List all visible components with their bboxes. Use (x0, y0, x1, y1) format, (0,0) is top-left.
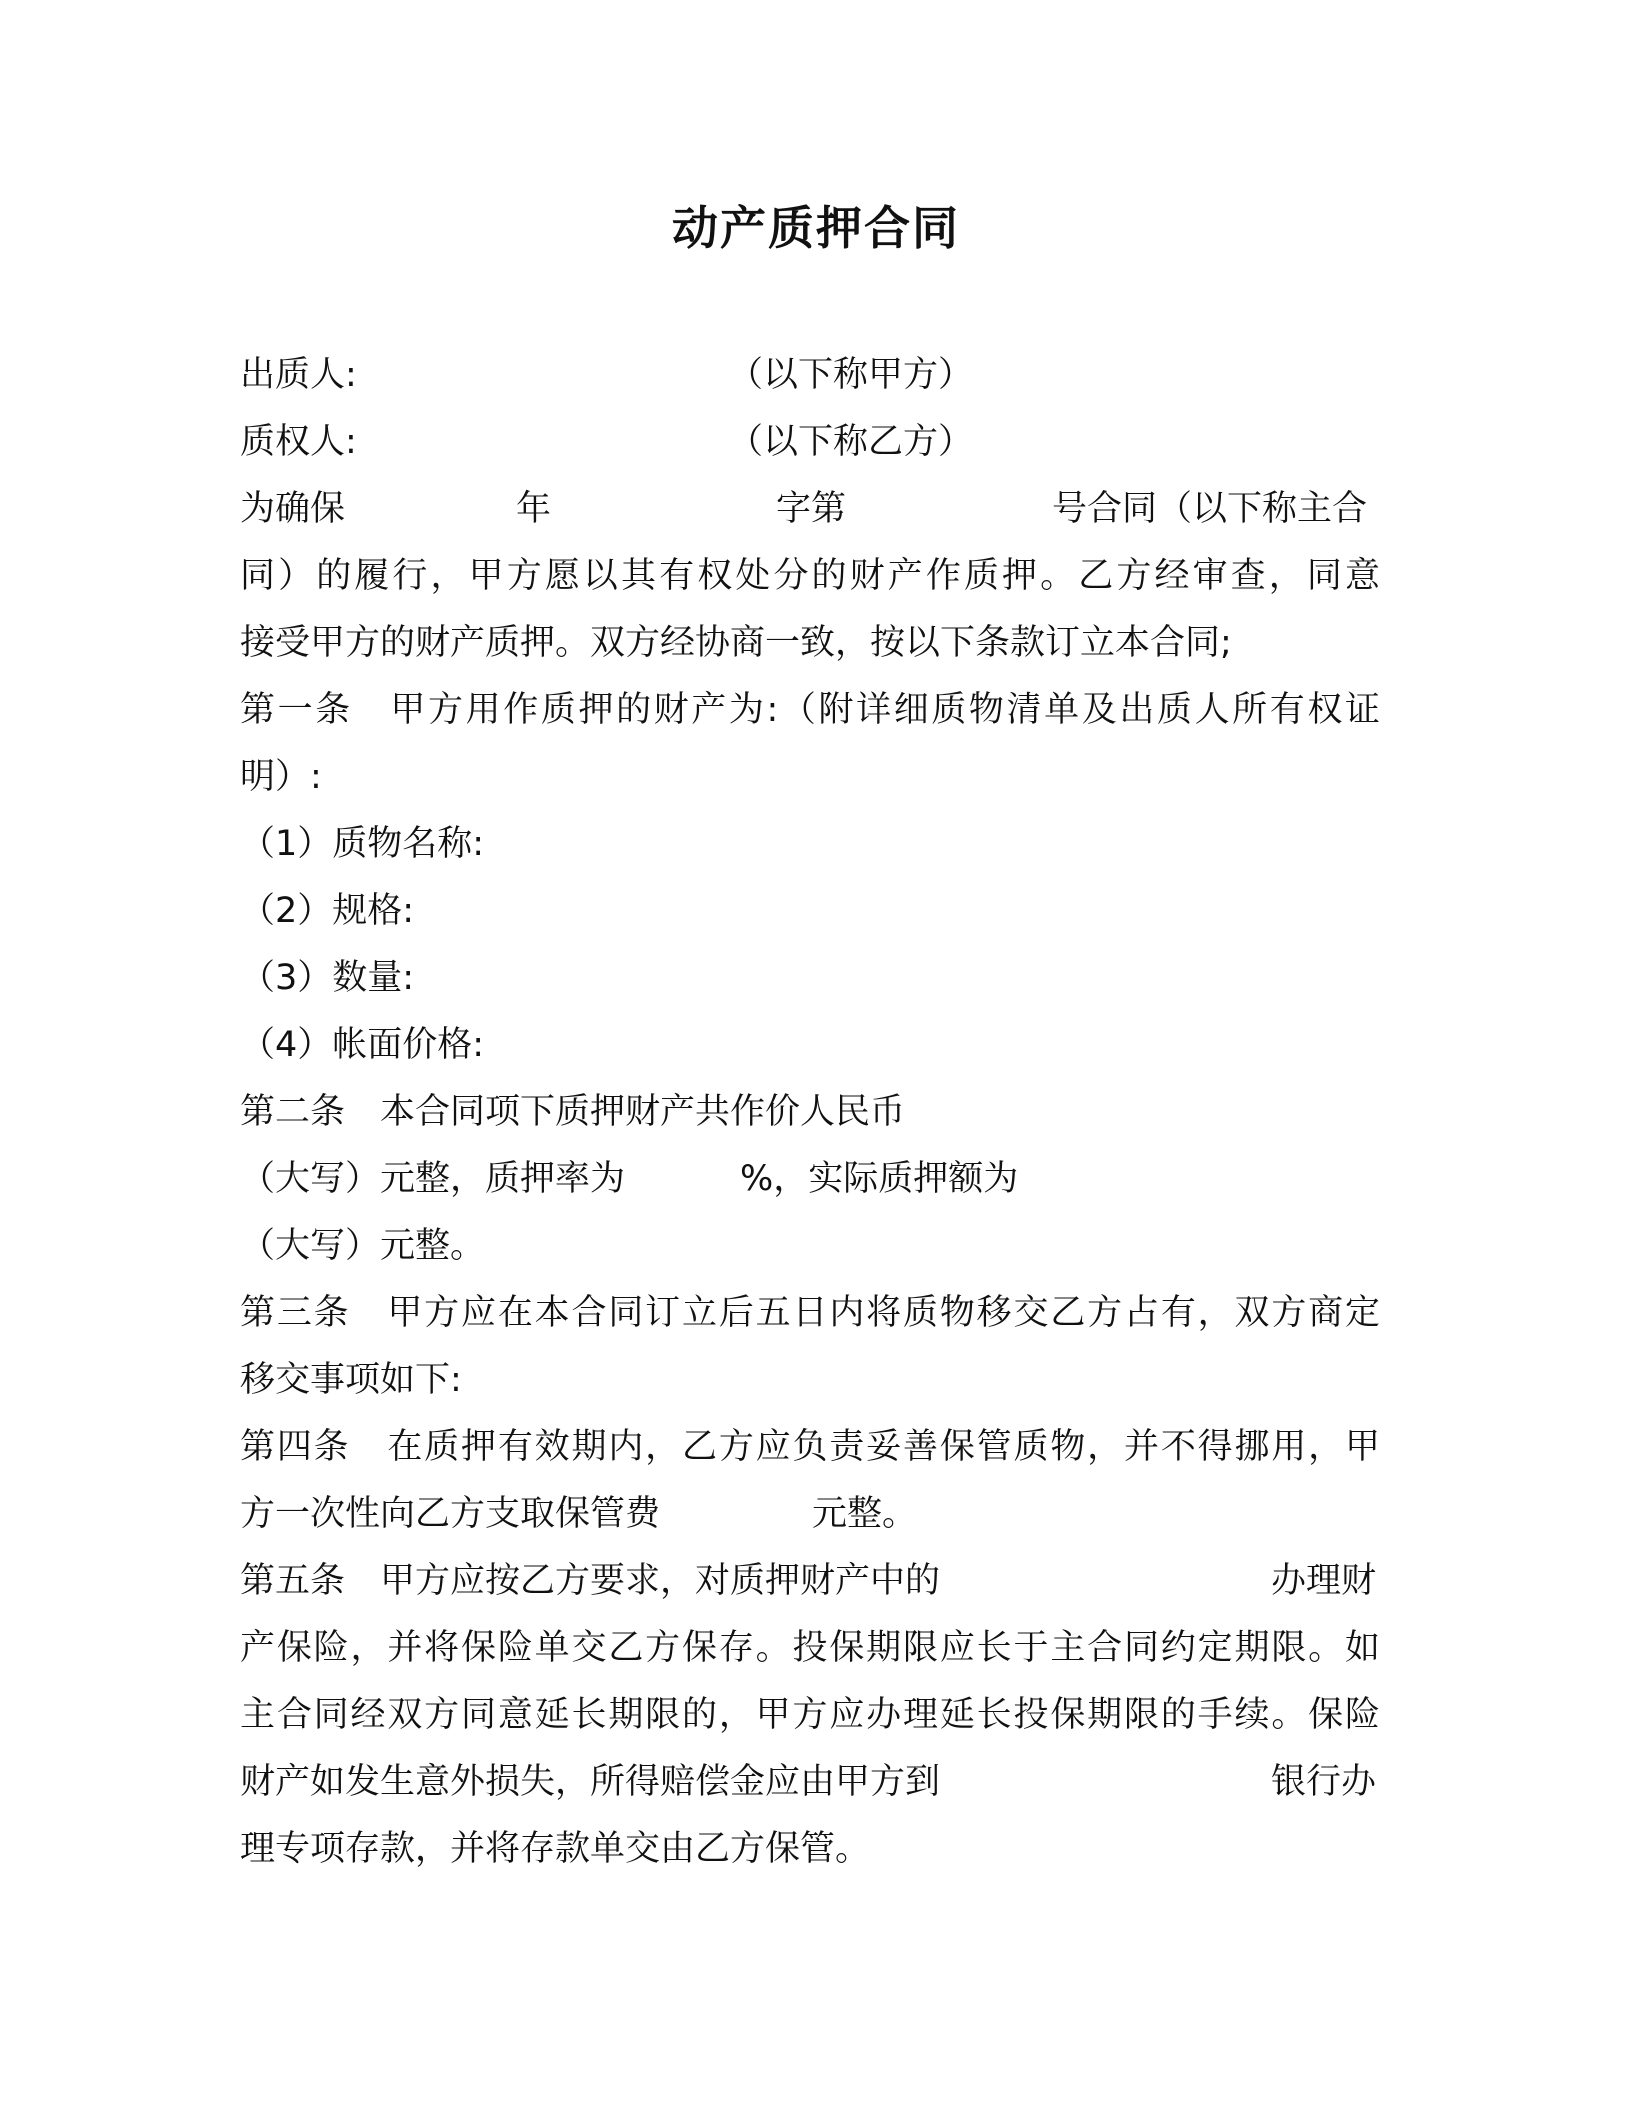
preamble-line-1 (240, 476, 1380, 543)
preamble-line-3: 接受甲方的财产质押。双方经协商一致，按以下条款订立本合同; (240, 623, 1232, 663)
pledgee-line (240, 409, 1380, 476)
article-1-item-2: （2）规格: (240, 891, 415, 931)
article-5-line-3: 主合同经双方同意延长期限的，甲方应办理延长投保期限的手续。保险 (240, 1695, 1380, 1735)
pledgor-label: 出质人: (240, 355, 357, 395)
article-1-line-1: 第一条 甲方用作质押的财产为:（附详细质物清单及出质人所有权证 (240, 690, 1380, 730)
article-5-text-4b: 银行办 (1271, 1762, 1377, 1802)
preamble-line-2: 同）的履行，甲方愿以其有权处分的财产作质押。乙方经审查，同意 (240, 556, 1380, 596)
preamble-text-1: 为确保 (240, 489, 346, 529)
article-2-line-2 (240, 1146, 1380, 1213)
article-2-text-2a: （大写）元整，质押率为 (240, 1159, 626, 1199)
preamble-text-2: 年 (516, 489, 552, 529)
pledgee-alias: （以下称乙方） (728, 422, 974, 462)
article-1-item-3: （3）数量: (240, 958, 415, 998)
contract-title: 动产质押合同 (672, 201, 960, 255)
article-5-text-1a: 第五条 甲方应按乙方要求，对质押财产中的 (240, 1561, 941, 1601)
article-5-line-2: 产保险，并将保险单交乙方保存。投保期限应长于主合同约定期限。如 (240, 1628, 1380, 1668)
article-2-line-3: （大写）元整。 (240, 1226, 486, 1266)
article-4-text-2a: 方一次性向乙方支取保管费 (240, 1494, 661, 1534)
pledgee-label: 质权人: (240, 422, 357, 462)
article-3-line-2: 移交事项如下: (240, 1360, 462, 1400)
article-1-item-1: （1）质物名称: (240, 824, 485, 864)
article-4-line-1: 第四条 在质押有效期内，乙方应负责妥善保管质物，并不得挪用，甲 (240, 1427, 1380, 1467)
pledgor-line (240, 342, 1380, 409)
article-4-line-2 (240, 1481, 1380, 1548)
article-1-item-4: （4）帐面价格: (240, 1025, 485, 1065)
article-2-line-1: 第二条 本合同项下质押财产共作价人民币 (240, 1092, 906, 1132)
article-5-text-1b: 办理财 (1271, 1561, 1377, 1601)
preamble-text-3: 字第 (776, 489, 847, 529)
contract-body (240, 342, 1380, 1883)
pledgor-alias: （以下称甲方） (728, 355, 974, 395)
article-1-line-2: 明）: (240, 757, 322, 797)
preamble-text-4: 号合同（以下称主合 (1052, 489, 1368, 529)
article-2-text-2b: %，实际质押额为 (740, 1159, 1019, 1199)
article-5-line-4 (240, 1749, 1380, 1816)
article-4-text-2b: 元整。 (812, 1494, 918, 1534)
article-5-line-1 (240, 1548, 1380, 1615)
article-3-line-1: 第三条 甲方应在本合同订立后五日内将质物移交乙方占有，双方商定 (240, 1293, 1380, 1333)
article-5-text-4a: 财产如发生意外损失，所得赔偿金应由甲方到 (240, 1762, 941, 1802)
article-5-line-5: 理专项存款，并将存款单交由乙方保管。 (240, 1829, 871, 1869)
